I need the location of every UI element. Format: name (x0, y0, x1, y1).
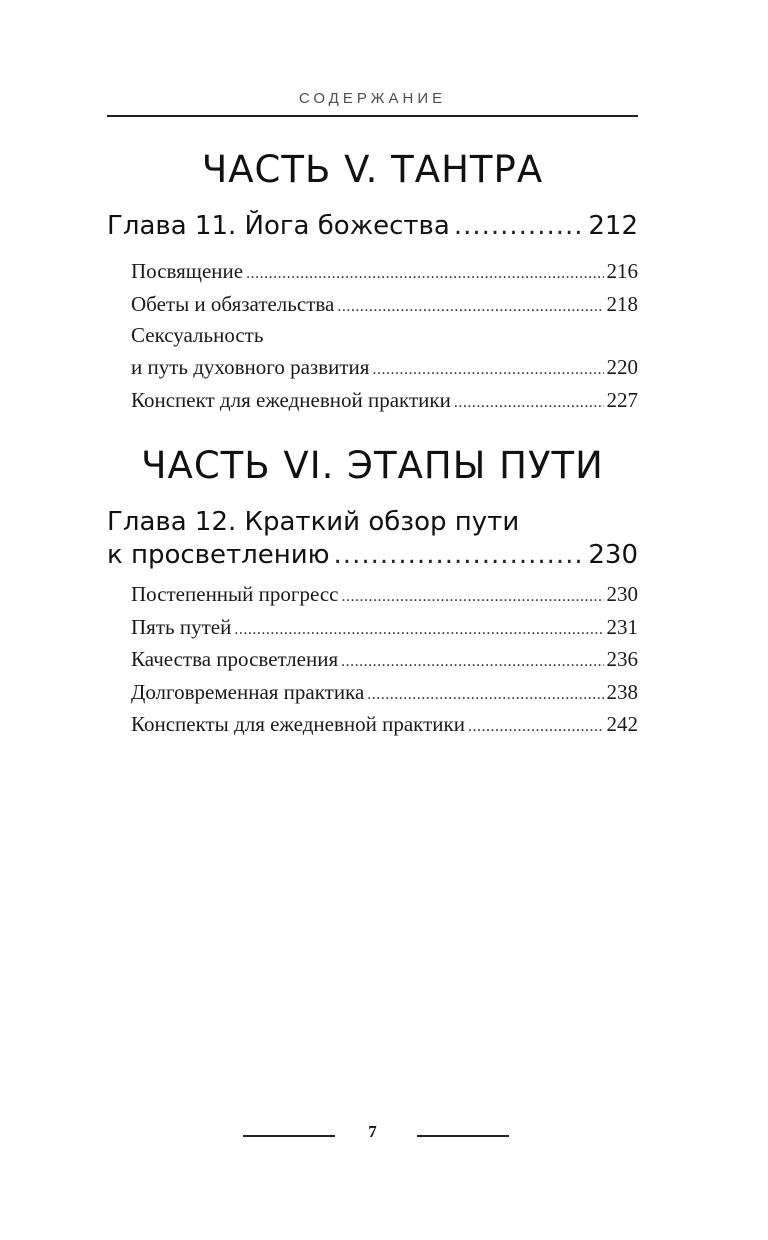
chapter-11[interactable] (107, 210, 638, 243)
dot-leader (341, 581, 603, 614)
page-number: 7 (368, 1122, 377, 1141)
entry-page-number: 227 (606, 387, 638, 412)
dot-leader (454, 387, 604, 420)
toc-entry[interactable] (131, 384, 638, 417)
toc-entry[interactable] (131, 255, 638, 288)
toc-entry[interactable] (131, 320, 638, 384)
dot-leader (367, 679, 603, 712)
dot-leader (341, 646, 603, 679)
toc-entry[interactable] (131, 288, 638, 321)
toc-entry[interactable] (131, 676, 638, 709)
toc-entry[interactable] (131, 578, 638, 611)
entries-part-6 (131, 578, 638, 741)
entry-title: Постепенный прогресс (131, 582, 339, 606)
dot-leader (468, 711, 604, 744)
folio-rule-right (417, 1135, 509, 1137)
dot-leader (246, 258, 603, 291)
entry-title: Конспекты для ежедневной практики (131, 712, 465, 736)
chapter-title: к просветлению (107, 540, 330, 570)
entry-title: Конспект для ежедневной практики (131, 387, 451, 412)
part-title-5: ЧАСТЬ V. ТАНТРА (201, 148, 544, 191)
entry-title: Пять путей (131, 614, 232, 639)
chapter-title: Глава 11. Йога божества (107, 211, 450, 241)
dot-leader (334, 539, 585, 572)
chapter-page-number: 212 (588, 211, 638, 241)
entry-title: Обеты и обязательства (131, 291, 335, 316)
running-head: СОДЕРЖАНИЕ (298, 90, 447, 107)
entry-page-number: 218 (606, 291, 638, 316)
dot-leader (234, 614, 603, 647)
entry-title: Долговременная практика (131, 679, 365, 704)
entry-page-number: 242 (606, 712, 638, 736)
dot-leader (337, 291, 603, 324)
entry-page-number: 231 (606, 614, 638, 639)
entry-title-first-line: Сексуальность (131, 323, 264, 347)
part-title-6: ЧАСТЬ VI. ЭТАПЫ ПУТИ (141, 444, 604, 487)
entry-title: Качества просветления (131, 647, 339, 671)
entry-page-number: 216 (606, 259, 638, 283)
entry-page-number: 236 (606, 647, 638, 671)
entry-page-number: 238 (606, 679, 638, 704)
toc-page (107, 0, 638, 1240)
entry-title: Посвящение (131, 259, 244, 283)
toc-entry[interactable] (131, 643, 638, 676)
entries-part-5 (131, 255, 638, 416)
entry-title: и путь духовного развития (131, 355, 370, 379)
chapter-page-number: 230 (588, 540, 638, 570)
toc-entry[interactable] (131, 708, 638, 741)
chapter-12[interactable] (107, 506, 638, 572)
toc-entry[interactable] (131, 611, 638, 644)
dot-leader (454, 210, 585, 243)
entry-page-number: 220 (606, 355, 638, 379)
dot-leader (372, 354, 603, 387)
chapter-title-first-line: Глава 12. Краткий обзор пути (107, 507, 520, 537)
entry-page-number: 230 (606, 582, 638, 606)
running-head-rule (107, 115, 638, 117)
